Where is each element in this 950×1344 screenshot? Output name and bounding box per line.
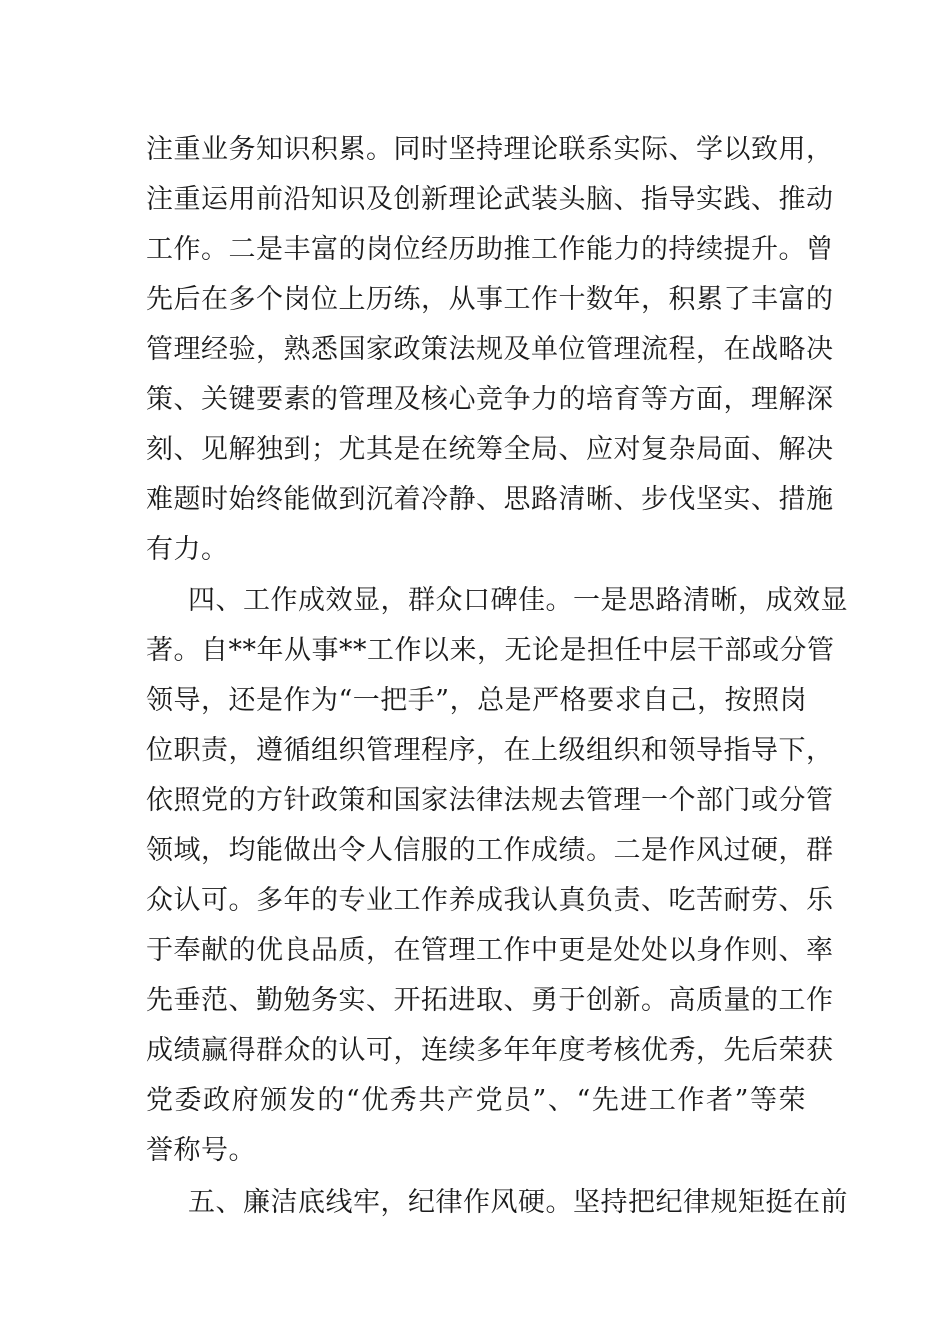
text-line: 成绩赢得群众的认可，连续多年年度考核优秀，先后荣获 — [146, 1035, 834, 1066]
text-line: 先垂范、勤勉务实、开拓进取、勇于创新。高质量的工作 — [146, 985, 834, 1016]
text-line: 著。自**年从事**工作以来，无论是担任中层干部或分管 — [146, 635, 835, 666]
text-line: 管理经验，熟悉国家政策法规及单位管理流程，在战略决 — [146, 334, 834, 365]
text-line: 领域，均能做出令人信服的工作成绩。二是作风过硬，群 — [146, 835, 834, 866]
text-line: 依照党的方针政策和国家法律法规去管理一个部门或分管 — [146, 785, 834, 816]
text-line: 刻、见解独到；尤其是在统筹全局、应对复杂局面、解决 — [146, 434, 834, 465]
text-line: 众认可。多年的专业工作养成我认真负责、吃苦耐劳、乐 — [146, 885, 834, 916]
text-line: 位职责，遵循组织管理程序，在上级组织和领导指导下， — [146, 735, 834, 766]
text-line: 誉称号。 — [146, 1135, 256, 1166]
text-line: 于奉献的优良品质，在管理工作中更是处处以身作则、率 — [146, 935, 834, 966]
text-line: 党委政府颁发的“优秀共产党员”、“先进工作者”等荣 — [146, 1085, 806, 1116]
text-line: 先后在多个岗位上历练，从事工作十数年，积累了丰富的 — [146, 284, 834, 315]
paragraph-heading-line: 五、廉洁底线牢，纪律作风硬。坚持把纪律规矩挺在前 — [188, 1187, 848, 1218]
text-line: 难题时始终能做到沉着冷静、思路清晰、步伐坚实、措施 — [146, 484, 834, 515]
text-line: 有力。 — [146, 534, 229, 565]
text-line: 策、关键要素的管理及核心竞争力的培育等方面，理解深 — [146, 384, 834, 415]
text-line: 领导，还是作为“一把手”，总是严格要求自己，按照岗 — [146, 685, 808, 716]
text-line: 注重业务知识积累。同时坚持理论联系实际、学以致用， — [146, 134, 834, 165]
text-line: 工作。二是丰富的岗位经历助推工作能力的持续提升。曾 — [146, 234, 834, 265]
text-line: 注重运用前沿知识及创新理论武装头脑、指导实践、推动 — [146, 184, 834, 215]
paragraph-heading-line: 四、工作成效显，群众口碑佳。一是思路清晰，成效显 — [188, 585, 848, 616]
